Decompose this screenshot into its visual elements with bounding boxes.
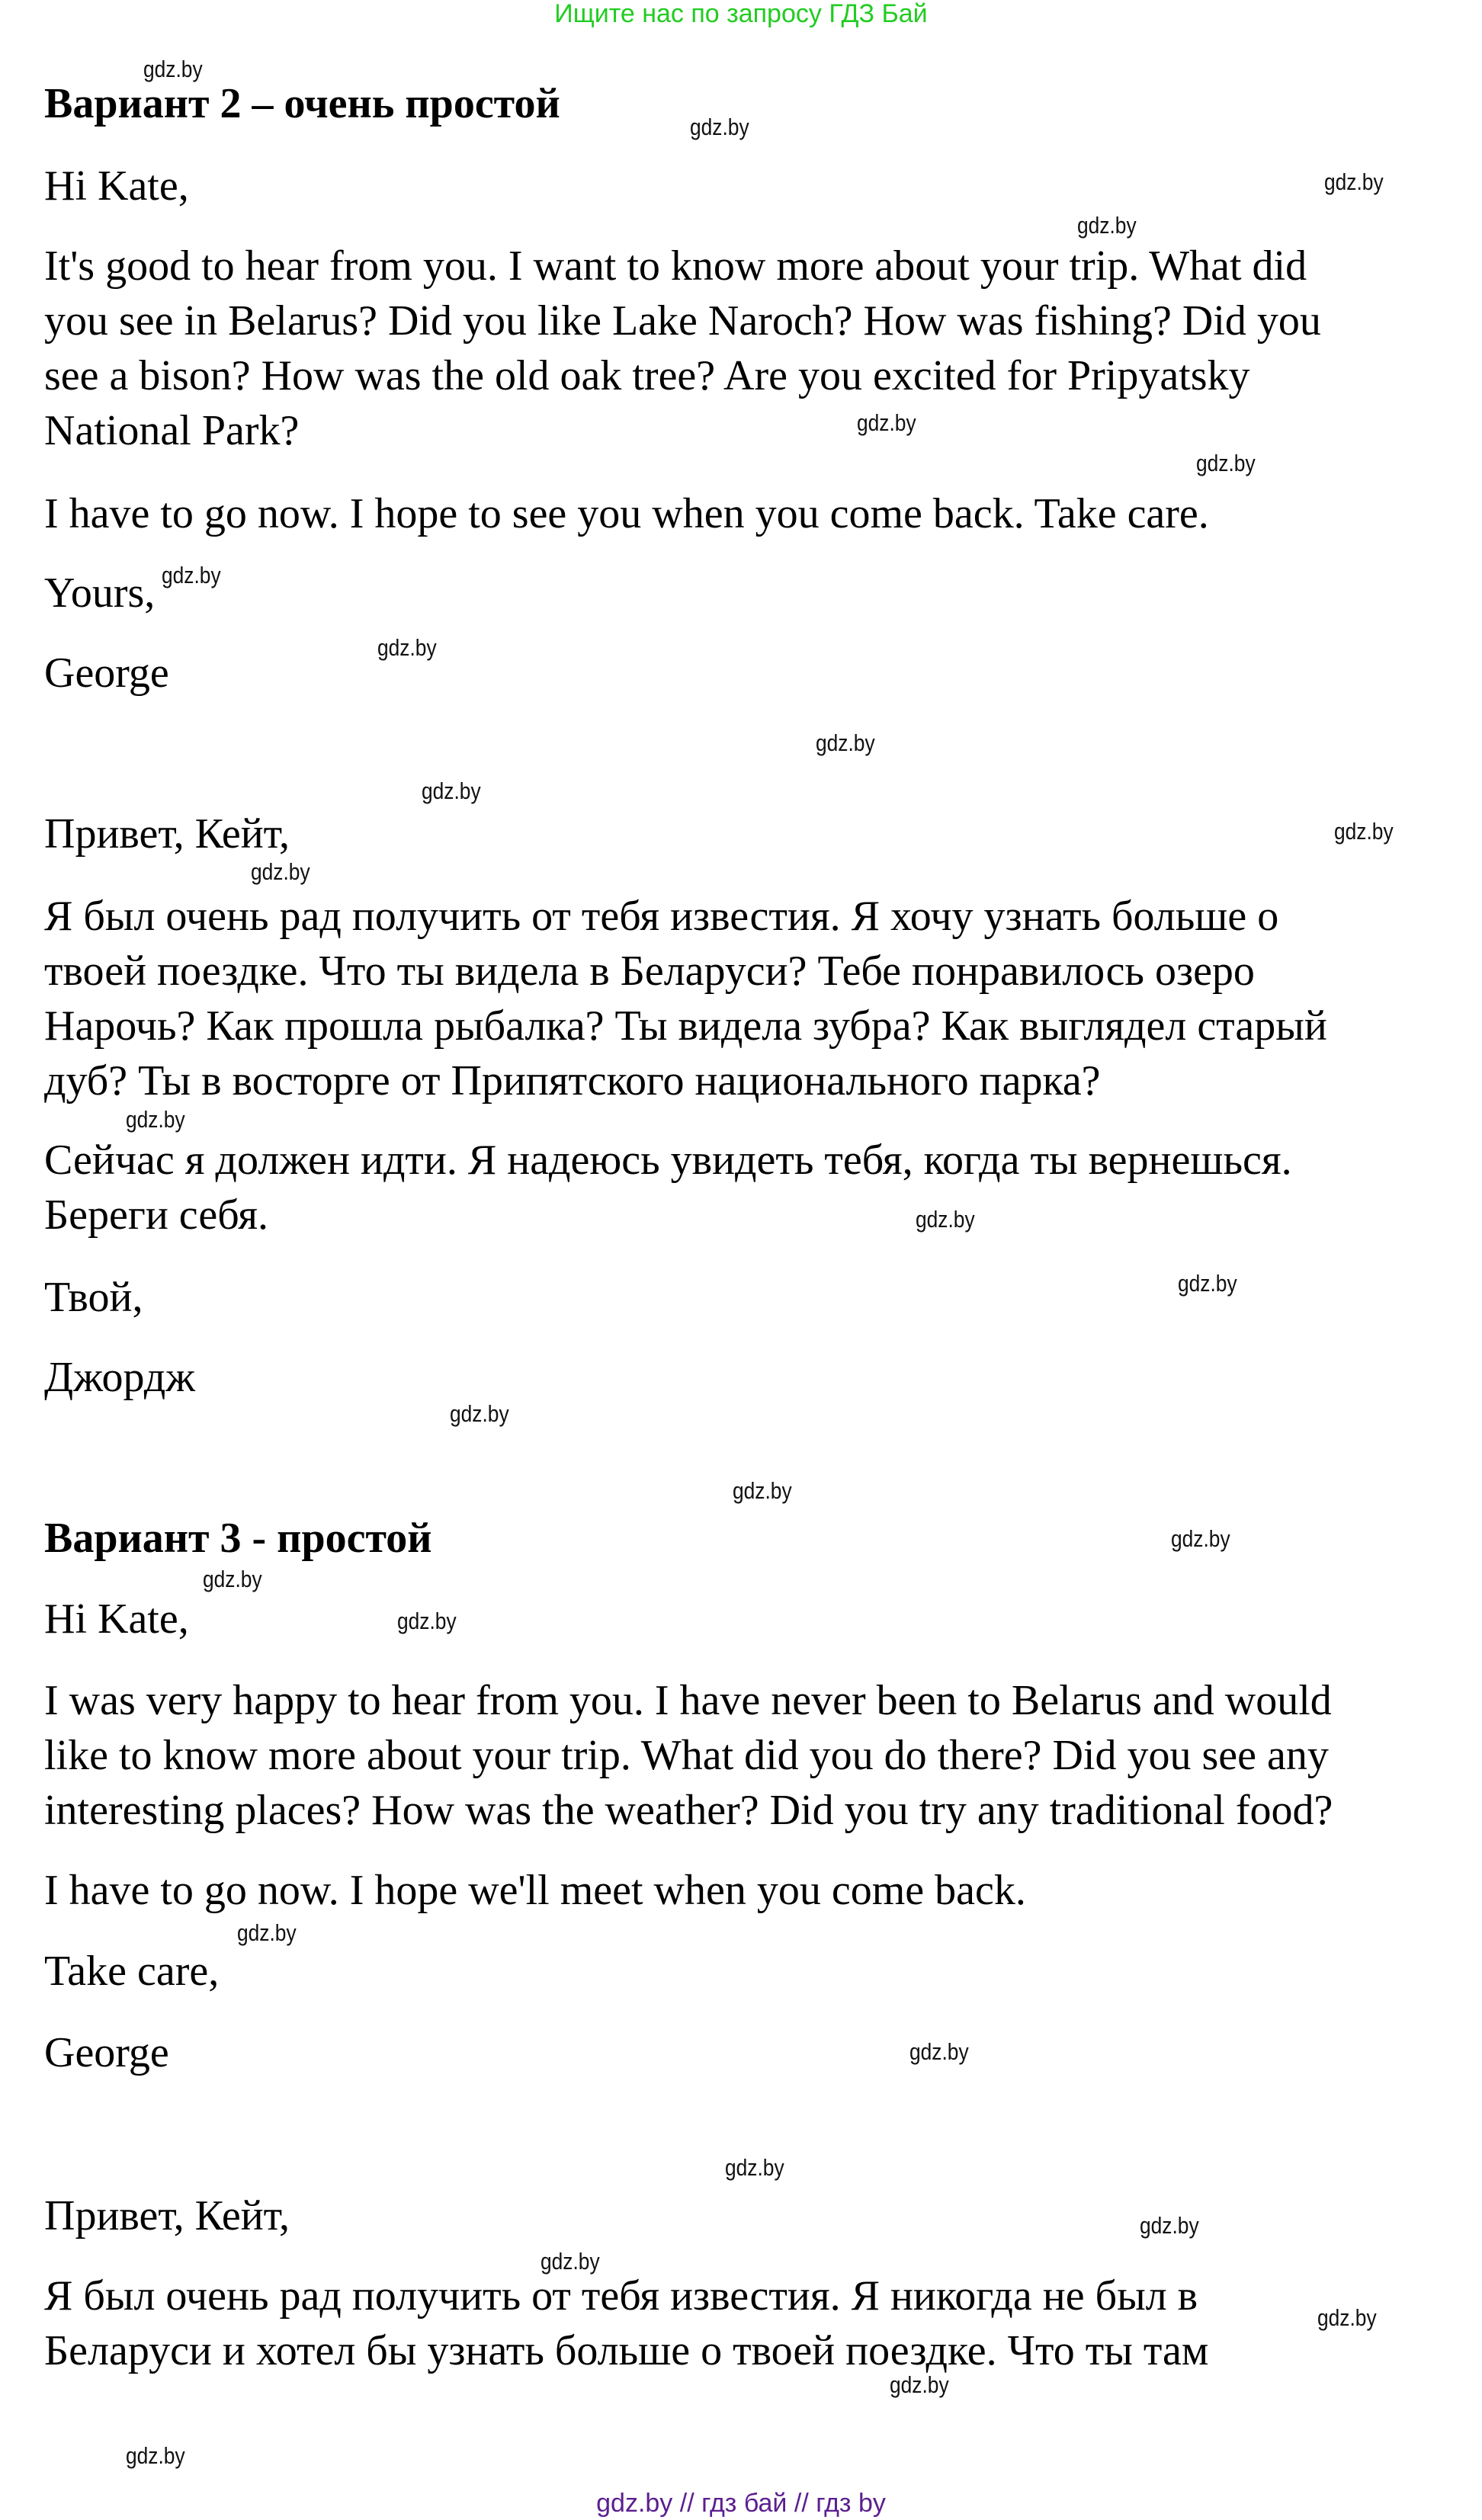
watermark: gdz.by: [1324, 168, 1384, 195]
text-line: Я был очень рад получить от тебя известия. Я хочу узнать больше о: [44, 893, 1279, 940]
watermark: gdz.by: [1077, 212, 1137, 239]
search-banner: Ищите нас по запросу ГДЗ Бай: [554, 0, 928, 28]
watermark: gdz.by: [1171, 1525, 1230, 1552]
variant-2-title: Вариант 2 – очень простой: [44, 80, 560, 127]
greeting: Hi Kate,: [44, 162, 189, 210]
watermark: gdz.by: [377, 634, 437, 661]
signoff: Yours,: [44, 569, 156, 617]
watermark: gdz.by: [251, 858, 310, 885]
text-line: Сейчас я должен идти. Я надеюсь увидеть тебя, когда ты вернешься.: [44, 1137, 1292, 1184]
watermark: gdz.by: [203, 1566, 262, 1592]
watermark: gdz.by: [422, 777, 481, 804]
signoff-ru: Твой,: [44, 1274, 143, 1321]
text-line: National Park?: [44, 407, 300, 454]
letter-body: [44, 1673, 1333, 1838]
watermark: gdz.by: [857, 409, 916, 436]
text-line: you see in Belarus? Did you like Lake Naroch? How was fishing? Did you: [44, 297, 1321, 345]
variant-3-title: Вариант 3 - простой: [44, 1515, 432, 1562]
watermark: gdz.by: [690, 114, 749, 140]
watermark: gdz.by: [890, 2371, 949, 2398]
watermark: gdz.by: [162, 562, 221, 588]
text-line: твоей поездке. Что ты видела в Беларуси? Тебе понравилось озеро: [44, 947, 1255, 995]
watermark: gdz.by: [397, 1608, 457, 1634]
text-line: Нарочь? Как прошла рыбалка? Ты видела зубра? Как выглядел старый: [44, 1002, 1327, 1050]
closing-line: I have to go now. I hope we'll meet when you come back.: [44, 1867, 1026, 1914]
watermark: gdz.by: [725, 2154, 784, 2181]
watermark: gdz.by: [450, 1400, 509, 1427]
closing-line: I have to go now. I hope to see you when you come back. Take care.: [44, 490, 1209, 537]
letter-body-ru: [44, 2268, 1208, 2378]
text-line: see a bison? How was the old oak tree? Are you excited for Pripyatsky: [44, 352, 1250, 399]
text-line: like to know more about your trip. What did you do there? Did you see any: [44, 1732, 1329, 1779]
watermark: gdz.by: [733, 1477, 792, 1504]
signoff: Take care,: [44, 1948, 220, 1995]
watermark: gdz.by: [816, 729, 875, 756]
watermark: gdz.by: [1196, 450, 1256, 476]
closing-ru: [44, 1133, 1292, 1242]
greeting-ru: Привет, Кейт,: [44, 2192, 290, 2239]
greeting-ru: Привет, Кейт,: [44, 810, 290, 858]
text-line: Береги себя.: [44, 1191, 269, 1239]
signature-name: George: [44, 2029, 169, 2076]
watermark: gdz.by: [126, 2442, 185, 2469]
text-line: interesting places? How was the weather? Did you try any traditional food?: [44, 1787, 1333, 1834]
letter-body: [44, 239, 1321, 458]
letter-body-ru: [44, 889, 1327, 1108]
text-line: Я был очень рад получить от тебя известия. Я никогда не был в: [44, 2272, 1198, 2320]
watermark: gdz.by: [916, 1206, 975, 1233]
text-line: It's good to hear from you. I want to know more about your trip. What did: [44, 242, 1307, 290]
watermark: gdz.by: [126, 1106, 185, 1133]
watermark: gdz.by: [1334, 818, 1394, 845]
watermark: gdz.by: [1317, 2304, 1377, 2331]
watermark: gdz.by: [909, 2038, 969, 2065]
text-line: дуб? Ты в восторге от Припятского национального парка?: [44, 1057, 1101, 1105]
watermark: gdz.by: [541, 2248, 600, 2275]
greeting: Hi Kate,: [44, 1595, 189, 1643]
signature-name-ru: Джордж: [44, 1354, 195, 1401]
watermark: gdz.by: [237, 1919, 297, 1946]
signature-name: George: [44, 649, 169, 697]
watermark: gdz.by: [143, 56, 203, 82]
watermark: gdz.by: [1140, 2212, 1199, 2239]
text-line: Беларуси и хотел бы узнать больше о твоей поездке. Что ты там: [44, 2327, 1209, 2374]
footer-links[interactable]: gdz.by // гдз бай // гдз by: [596, 2489, 886, 2518]
watermark: gdz.by: [1178, 1270, 1237, 1297]
text-line: I was very happy to hear from you. I have never been to Belarus and would: [44, 1677, 1332, 1724]
